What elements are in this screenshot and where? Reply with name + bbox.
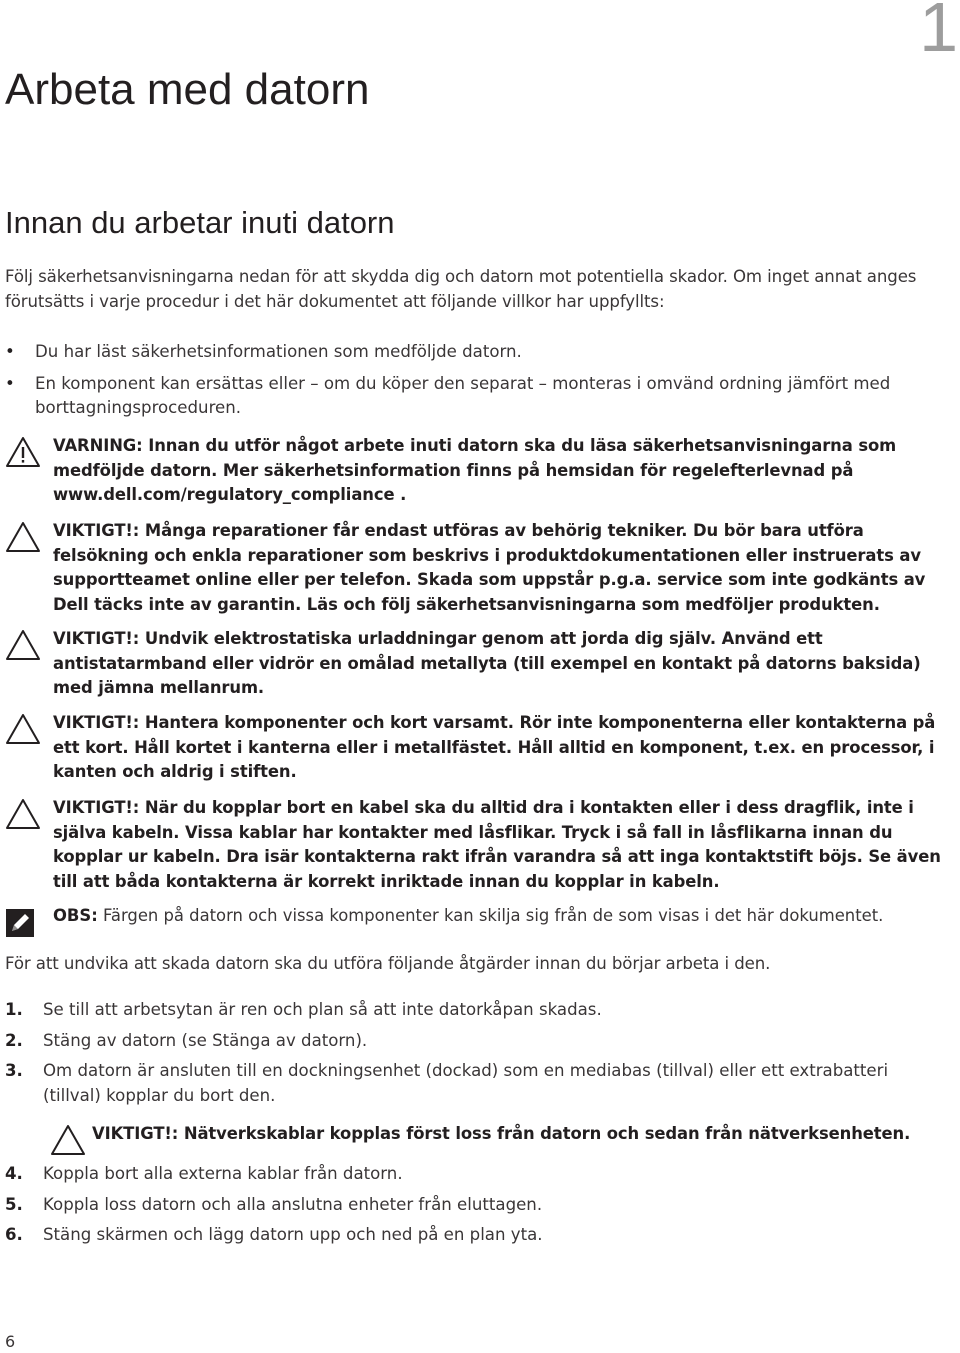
caution-notice [5,796,957,894]
step-text: Se till att arbetsytan är ren och plan så att inte datorkåpan skadas. [43,1000,602,1019]
notice-text: Hantera komponenter och kort varsamt. Rör inte komponenterna eller kontakterna på ett kort. Håll kortet i kanterna eller i metallfästet. Håll alltid en komponent, t.ex. en processor, i kanten och aldrig i stiften. [53,713,936,781]
step-number: 2. [5,1030,23,1050]
caution-triangle-icon [5,629,41,661]
notice-text: Många reparationer får endast utföras av behörig tekniker. Du bör bara utföra felsökning och enkla reparationer som beskrivs i produktdokumentationen eller instruerats av supportteamet online eller per telefon. Skada som uppstår p.g.a. service som inte godkänts av Dell täcks inte av garantin. Läs och följ säkerhetsanvisningarna som medföljer produkten. [53,521,926,614]
step-text: Stäng av datorn (se Stänga av datorn). [43,1030,368,1050]
caution-triangle-icon [5,798,41,830]
list-item [5,1162,950,1187]
chapter-title: Arbeta med datorn [5,65,370,114]
list-item [5,1223,950,1248]
notice-label: VARNING: [53,436,143,455]
notice-label: VIKTIGT!: [53,798,140,817]
notice-label: VIKTIGT!: [53,713,140,732]
page-number: 6 [5,1332,16,1351]
steps-list-continued [5,1162,950,1254]
notice-text: Undvik elektrostatiska urladdningar genom att jorda dig själv. Använd ett antistatarmband eller vidrör en omålad metallyta (till exempel en kontakt på datorns baksida) med jämna mellanrum. [53,629,921,697]
list-item [5,1193,950,1218]
notice-text: Innan du utför något arbete inuti datorn ska du läsa säkerhetsanvisningarna som medföljde datorn. Mer säkerhetsinformation finns på hemsidan för regelefterlevnad på www.dell.com/regulatory_compliance . [53,436,897,504]
steps-list [5,998,950,1114]
caution-notice [5,519,957,617]
step-text: Stäng skärmen och lägg datorn upp och ned på en plan yta. [43,1225,543,1244]
list-item [5,1059,950,1108]
requirements-list [5,340,950,428]
list-item [5,1029,950,1054]
step-text: Koppla loss datorn och alla anslutna enheter från eluttagen. [43,1194,543,1214]
notice-text: Färgen på datorn och vissa komponenter kan skilja sig från de som visas i det här dokumentet. [97,906,884,925]
intro-paragraph: Följ säkerhetsanvisningarna nedan för att skydda dig och datorn mot potentiella skador. Om inget annat anges förutsätts i varje procedur i det här dokumentet att följande villkor har uppfyllts: [5,267,917,311]
caution-triangle-icon [50,1124,86,1156]
caution-triangle-icon [5,521,41,553]
step-number: 6. [5,1225,23,1244]
chapter-number: 1 [919,0,958,66]
caution-notice [5,627,957,701]
pencil-note-icon [5,908,35,938]
notice-label: OBS: [53,906,98,925]
list-item: • En komponent kan ersättas eller – om du köper den separat – monteras i omvänd ordning jämfört med borttagningsproceduren. [5,372,950,421]
step-number: 3. [5,1061,23,1080]
step-number: 5. [5,1194,23,1214]
step-number: 4. [5,1164,23,1183]
notice-label: VIKTIGT!: [53,629,140,648]
caution-notice [50,1122,950,1147]
warning-notice [5,434,957,508]
list-item: • Du har läst säkerhetsinformationen som medföljde datorn. [5,340,950,365]
step-text: Om datorn är ansluten till en dockningsenhet (dockad) som en mediabas (tillval) eller ett extrabatteri (tillval) kopplar du bort den. [43,1061,889,1105]
warning-triangle-icon [5,436,41,468]
list-item [5,998,950,1023]
notice-text: När du kopplar bort en kabel ska du alltid dra i kontakten eller i dess dragflik, inte i själva kabeln. Vissa kablar har kontakter med låsflikar. Tryck i så fall in låsflikarna innan du kopplar ur kabeln. Dra isär kontakterna rakt ifrån varandra så att inga kontaktstift böjs. Se även till att båda kontakterna är korrekt inriktade innan du kopplar in kabeln. [53,798,941,891]
step-text: Koppla bort alla externa kablar från datorn. [43,1164,403,1183]
caution-notice [5,711,957,785]
notice-label: VIKTIGT!: [92,1124,179,1143]
notice-text: Nätverkskablar kopplas först loss från datorn och sedan från nätverksenheten. [178,1124,911,1143]
steps-intro: För att undvika att skada datorn ska du utföra följande åtgärder innan du börjar arbeta i den. [5,954,771,973]
note-notice [5,904,957,929]
step-number: 1. [5,1000,23,1019]
notice-label: VIKTIGT!: [53,521,140,540]
section-title: Innan du arbetar inuti datorn [5,205,395,240]
caution-triangle-icon [5,713,41,745]
